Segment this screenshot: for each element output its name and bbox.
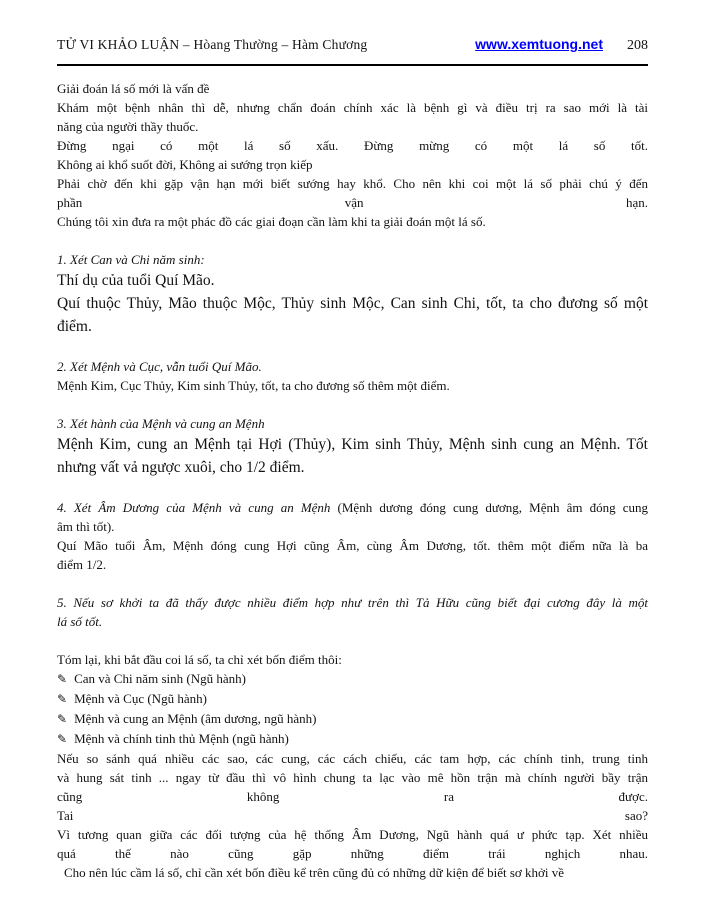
text-line: Khám một bệnh nhân thì dễ, nhưng chẩn đoán chính xác là bệnh gì và điều trị ra sao mới là tài: [57, 100, 648, 115]
text-line: Giải đoán lá số mới là vấn đề: [57, 81, 210, 96]
heading-regular-text: (Mệnh dương đóng cung dương, Mệnh âm đóng cung: [337, 500, 649, 515]
text-line: và hung sát tinh ... ngay từ đầu thì vô hình chung ta lạc vào mê hồn trận mà chính người bầy trận: [57, 770, 648, 785]
page-body: [57, 79, 648, 882]
pen-bullet-icon: ✎: [57, 672, 68, 686]
text-line: 2. Xét Mệnh và Cục, vẫn tuổi Quí Mão.: [57, 359, 262, 374]
text-line: lá số tốt.: [57, 614, 103, 629]
text-line: nhưng vất vả ngược xuôi, cho 1/2 điểm.: [57, 459, 305, 476]
text-line: Tóm lại, khi bắt đầu coi lá số, ta chỉ xét bốn điểm thôi:: [57, 652, 342, 667]
text-line: Tai sao?: [57, 808, 648, 823]
text-line: Vì tương quan giữa các đối tượng của hệ thống Âm Dương, Ngũ hành quá ư phức tạp. Xét nhiều: [57, 827, 648, 842]
website-link[interactable]: www.xemtuong.net: [475, 36, 603, 52]
text-line: điểm.: [57, 318, 92, 335]
text-line: Quí thuộc Thủy, Mão thuộc Mộc, Thủy sinh Mộc, Can sinh Chi, tốt, ta cho đương số một: [57, 295, 648, 312]
text-line: âm thì tốt).: [57, 519, 115, 534]
page-number: 208: [627, 38, 648, 53]
text-line: [57, 498, 648, 517]
text-line: Quí Mão tuổi Âm, Mệnh đóng cung Hợi cũng Âm, cùng Âm Dương, tốt. thêm một điểm nữa là ba: [57, 538, 648, 553]
header-title: TỬ VI KHẢO LUẬN – Hòang Thường – Hàm Chương: [57, 37, 368, 52]
text-line: Nếu so sánh quá nhiều các sao, các cung, các cách chiếu, các tam hợp, các chính tinh, trung tinh: [57, 751, 648, 766]
section-4: [57, 498, 648, 574]
section-3: [57, 414, 648, 479]
text-line: ✎ Mệnh và cung an Mệnh (âm dương, ngũ hành): [57, 709, 648, 729]
page-header: [57, 36, 648, 66]
text-line: Phải chờ đến khi gặp vận hạn mới biết sướng hay khổ. Cho nên khi coi một lá số phải chú ý đến: [57, 176, 648, 191]
text-line: ✎ Mệnh và Cục (Ngũ hành): [57, 689, 648, 709]
text-line: 5. Nếu sơ khởi ta đã thấy được nhiều điểm hợp như trên thì Tả Hữu cũng biết đại cương đây là một: [57, 595, 648, 610]
text-line: Không ai khổ suốt đời, Không ai sướng trọn kiếp: [57, 157, 313, 172]
pen-bullet-icon: ✎: [57, 732, 68, 746]
text-line: 1. Xét Can và Chi năm sinh:: [57, 252, 205, 267]
text-line: 3. Xét hành của Mệnh và cung an Mệnh: [57, 416, 265, 431]
text-line: điểm 1/2.: [57, 557, 107, 572]
section-2: [57, 357, 648, 395]
intro-paragraphs: [57, 79, 648, 231]
text-line: Mệnh Kim, Cục Thủy, Kim sinh Thủy, tốt, ta cho đương số thêm một điểm.: [57, 378, 450, 393]
text-line: cũng không ra được.: [57, 789, 648, 804]
text-line: Cho nên lúc cầm lá số, chỉ cần xét bốn điều kể trên cũng đủ có những dữ kiện để biết sơ khởi về: [64, 865, 565, 880]
text-line: ✎ Can và Chi năm sinh (Ngũ hành): [57, 669, 648, 689]
text-line: ✎ Mệnh và chính tinh thủ Mệnh (ngũ hành): [57, 729, 648, 749]
pen-bullet-icon: ✎: [57, 692, 68, 706]
text-line: Thí dụ của tuổi Quí Mão.: [57, 272, 215, 289]
heading-italic-text: 4. Xét Âm Dương của Mệnh và cung an Mệnh: [57, 500, 338, 515]
summary: [57, 650, 648, 882]
text-line: Mệnh Kim, cung an Mệnh tại Hợi (Thủy), Kim sinh Thủy, Mệnh sinh cung an Mệnh. Tốt: [57, 436, 648, 453]
pen-bullet-icon: ✎: [57, 712, 68, 726]
text-line: Chúng tôi xin đưa ra một phác đồ các giai đoạn cần làm khi ta giải đoán một lá số.: [57, 214, 486, 229]
text-line: năng của người thầy thuốc.: [57, 119, 199, 134]
text-line: phần vận hạn.: [57, 195, 648, 210]
text-line: quá thế nào cũng gặp những điểm trái nghịch nhau.: [57, 846, 648, 861]
section-5: [57, 593, 648, 631]
text-line: Đừng ngại có một lá số xấu. Đừng mừng có một lá số tốt.: [57, 138, 648, 153]
section-1: [57, 250, 648, 338]
